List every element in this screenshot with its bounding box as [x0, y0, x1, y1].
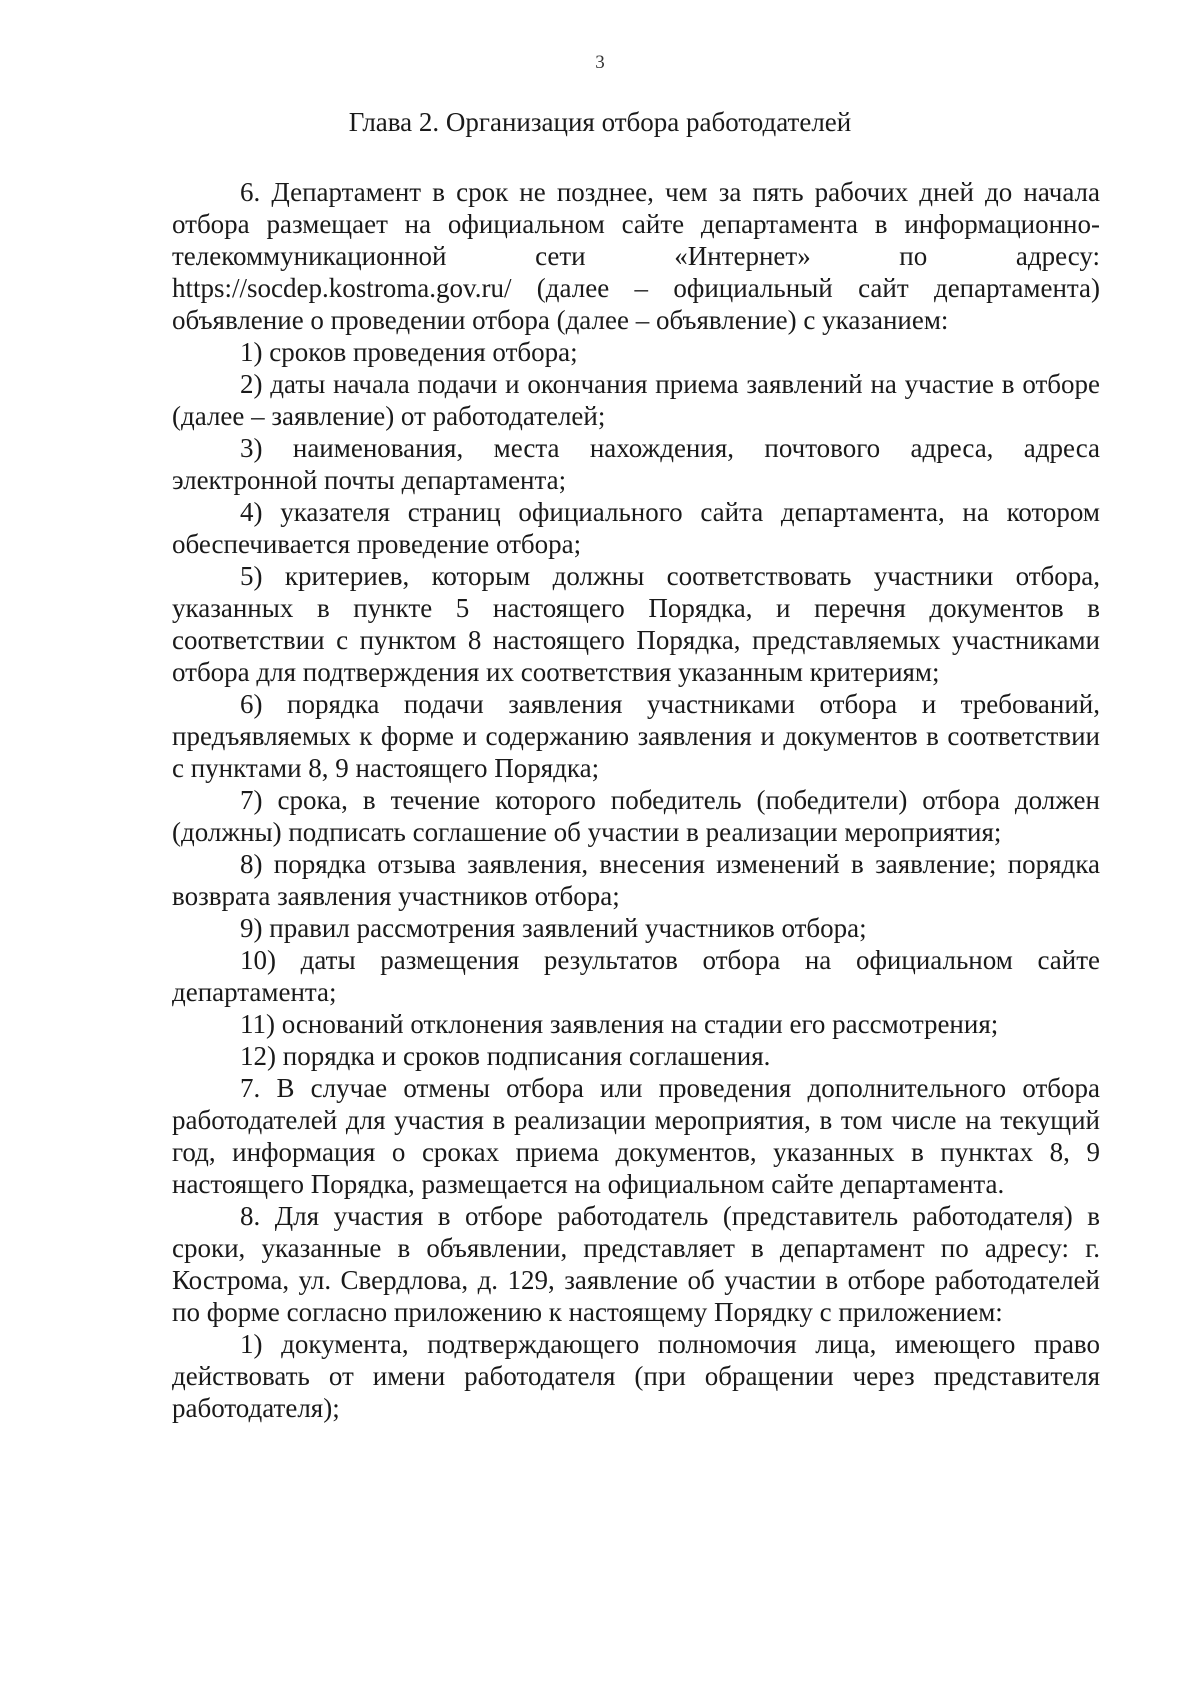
list-item: 1) сроков проведения отбора; [240, 337, 578, 367]
list-item: 6) порядка подачи заявления участниками отбора и требований, предъявляемых к форме и содержанию заявления и документов в соответствии с пунктами 8, 9 настоящего Порядка; [172, 689, 1100, 783]
list-item: 7) срока, в течение которого победитель (победители) отбора должен (должны) подписать соглашение об участии в реализации мероприятия; [172, 785, 1100, 847]
list-item: 1) документа, подтверждающего полномочия лица, имеющего право действовать от имени работодателя (при обращении через представителя работодателя); [172, 1329, 1100, 1423]
document-body [172, 176, 1100, 1424]
paragraph: 6. Департамент в срок не позднее, чем за пять рабочих дней до начала отбора размещает на официальном сайте департамента в информационно-телекоммуникационной сети «Интернет» по адресу: https://socdep.kostroma.gov.ru/ (далее – официальный сайт департамента) объявление о проведении отбора (далее – объявление) с указанием: [172, 177, 1100, 335]
list-item: 12) порядка и сроков подписания соглашения. [240, 1041, 771, 1071]
list-item: 10) даты размещения результатов отбора на официальном сайте департамента; [172, 945, 1100, 1007]
list-item: 3) наименования, места нахождения, почтового адреса, адреса электронной почты департамента; [172, 433, 1100, 495]
list-item: 11) оснований отклонения заявления на стадии его рассмотрения; [240, 1009, 999, 1039]
page-number: 3 [595, 52, 605, 73]
list-item: 5) критериев, которым должны соответствовать участники отбора, указанных в пункте 5 настоящего Порядка, и перечня документов в соответствии с пунктом 8 настоящего Порядка, представляемых участниками отбора для подтверждения их соответствия указанным критериям; [172, 561, 1100, 687]
chapter-heading: Глава 2. Организация отбора работодателей [348, 107, 852, 137]
list-item: 9) правил рассмотрения заявлений участников отбора; [240, 913, 867, 943]
list-item: 2) даты начала подачи и окончания приема заявлений на участие в отборе (далее – заявление) от работодателей; [172, 369, 1100, 431]
paragraph: 7. В случае отмены отбора или проведения дополнительного отбора работодателей для участия в реализации мероприятия, в том числе на текущий год, информация о сроках приема документов, указанных в пунктах 8, 9 настоящего Порядка, размещается на официальном сайте департамента. [172, 1073, 1100, 1199]
list-item: 4) указателя страниц официального сайта департамента, на котором обеспечивается проведение отбора; [172, 497, 1100, 559]
list-item: 8) порядка отзыва заявления, внесения изменений в заявление; порядка возврата заявления участников отбора; [172, 849, 1100, 911]
paragraph: 8. Для участия в отборе работодатель (представитель работодателя) в сроки, указанные в объявлении, представляет в департамент по адресу: г. Кострома, ул. Свердлова, д. 129, заявление об участии в отборе работодателей по форме согласно приложению к настоящему Порядку с приложением: [172, 1201, 1100, 1327]
